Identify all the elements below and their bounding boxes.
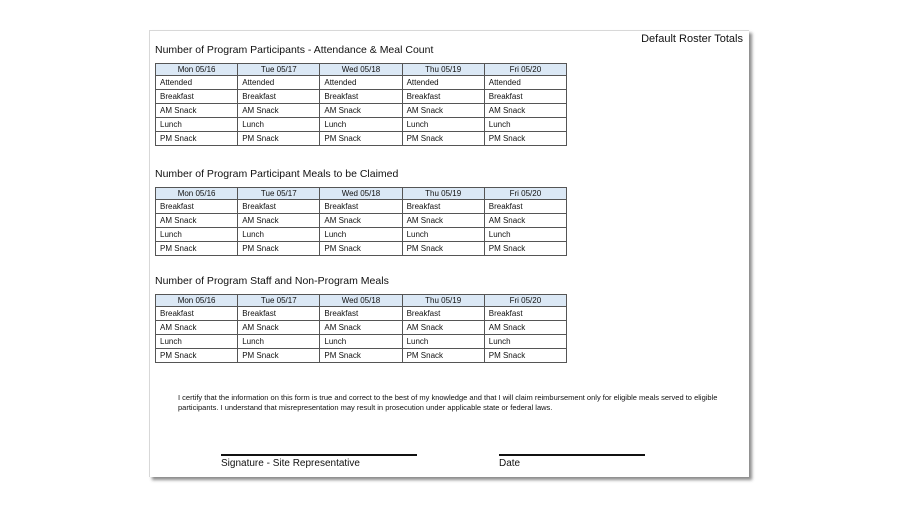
table-cell: AM Snack (238, 104, 320, 118)
claimed-meals-section (155, 168, 567, 256)
table-cell: PM Snack (402, 242, 484, 256)
table-cell: AM Snack (402, 321, 484, 335)
table-row (156, 132, 567, 146)
table-cell: Lunch (484, 228, 566, 242)
table-cell: Breakfast (156, 200, 238, 214)
table-row (156, 335, 567, 349)
table-row (156, 214, 567, 228)
table-row (156, 307, 567, 321)
table-cell: Lunch (238, 335, 320, 349)
table-cell: Breakfast (156, 307, 238, 321)
table-cell: Attended (402, 76, 484, 90)
table-cell: Breakfast (484, 200, 566, 214)
table-cell: Breakfast (238, 307, 320, 321)
claimed-meals-table (155, 187, 567, 256)
table-cell: Lunch (238, 118, 320, 132)
table-cell: PM Snack (238, 242, 320, 256)
table-cell: PM Snack (238, 132, 320, 146)
column-header: Wed 05/18 (320, 64, 402, 76)
column-header: Thu 05/19 (402, 64, 484, 76)
table-cell: PM Snack (238, 349, 320, 363)
attendance-section-title: Number of Program Participants - Attendance & Meal Count (155, 44, 434, 56)
table-cell: Lunch (156, 228, 238, 242)
table-cell: PM Snack (320, 242, 402, 256)
column-header: Tue 05/17 (238, 295, 320, 307)
column-header: Wed 05/18 (320, 295, 402, 307)
table-row (156, 76, 567, 90)
table-cell: Lunch (402, 335, 484, 349)
roster-page (149, 30, 749, 477)
table-cell: AM Snack (484, 104, 566, 118)
staff-meals-section-title: Number of Program Staff and Non-Program Meals (155, 275, 389, 287)
column-header: Fri 05/20 (484, 64, 566, 76)
table-cell: Lunch (320, 118, 402, 132)
table-cell: AM Snack (156, 104, 238, 118)
site-representative-signature-label: Signature - Site Representative (221, 458, 360, 469)
table-cell: Lunch (402, 118, 484, 132)
table-cell: AM Snack (484, 214, 566, 228)
table-cell: Breakfast (484, 90, 566, 104)
table-cell: AM Snack (484, 321, 566, 335)
table-cell: AM Snack (238, 214, 320, 228)
table-cell: Breakfast (320, 200, 402, 214)
table-cell: Attended (320, 76, 402, 90)
date-line (499, 454, 645, 456)
column-header: Mon 05/16 (156, 64, 238, 76)
table-cell: AM Snack (402, 104, 484, 118)
table-cell: Breakfast (238, 200, 320, 214)
certification-statement: I certify that the information on this form is true and correct to the best of my knowledge and that I will claim reimbursement only for eligible meals served to eligible participants. I understand that misrepresentation may result in prosecution under applicable state or federal laws. (178, 393, 718, 412)
table-cell: PM Snack (320, 132, 402, 146)
table-row (156, 200, 567, 214)
table-cell: PM Snack (402, 349, 484, 363)
column-header: Thu 05/19 (402, 188, 484, 200)
table-cell: Lunch (484, 335, 566, 349)
table-row (156, 90, 567, 104)
table-cell: AM Snack (156, 321, 238, 335)
staff-meals-section (155, 275, 567, 363)
column-header: Wed 05/18 (320, 188, 402, 200)
column-header: Mon 05/16 (156, 295, 238, 307)
table-cell: AM Snack (156, 214, 238, 228)
table-cell: Breakfast (402, 200, 484, 214)
table-cell: PM Snack (156, 132, 238, 146)
table-cell: AM Snack (320, 104, 402, 118)
table-cell: Lunch (156, 118, 238, 132)
table-cell: Breakfast (320, 307, 402, 321)
table-cell: Attended (484, 76, 566, 90)
table-cell: Lunch (320, 335, 402, 349)
table-row (156, 321, 567, 335)
site-representative-signature-line (221, 454, 417, 456)
table-cell: PM Snack (156, 242, 238, 256)
table-cell: AM Snack (320, 214, 402, 228)
table-cell: Breakfast (156, 90, 238, 104)
table-cell: PM Snack (156, 349, 238, 363)
report-title: Default Roster Totals (641, 33, 743, 45)
attendance-section (155, 44, 567, 146)
table-cell: PM Snack (402, 132, 484, 146)
table-row (156, 349, 567, 363)
table-cell: Breakfast (484, 307, 566, 321)
table-cell: Breakfast (238, 90, 320, 104)
table-header-row (156, 64, 567, 76)
table-cell: Lunch (484, 118, 566, 132)
table-row (156, 118, 567, 132)
column-header: Tue 05/17 (238, 64, 320, 76)
table-cell: AM Snack (402, 214, 484, 228)
table-cell: Lunch (320, 228, 402, 242)
column-header: Fri 05/20 (484, 188, 566, 200)
table-header-row (156, 188, 567, 200)
date-label: Date (499, 458, 521, 469)
table-cell: PM Snack (484, 132, 566, 146)
table-cell: Lunch (156, 335, 238, 349)
table-cell: Attended (238, 76, 320, 90)
table-row (156, 242, 567, 256)
table-cell: Lunch (402, 228, 484, 242)
attendance-table (155, 63, 567, 146)
table-cell: Lunch (238, 228, 320, 242)
staff-meals-table (155, 294, 567, 363)
table-cell: Breakfast (320, 90, 402, 104)
table-row (156, 104, 567, 118)
column-header: Tue 05/17 (238, 188, 320, 200)
column-header: Thu 05/19 (402, 295, 484, 307)
table-cell: PM Snack (484, 349, 566, 363)
table-cell: AM Snack (238, 321, 320, 335)
table-cell: AM Snack (320, 321, 402, 335)
table-cell: Breakfast (402, 307, 484, 321)
table-cell: PM Snack (320, 349, 402, 363)
claimed-meals-section-title: Number of Program Participant Meals to be Claimed (155, 168, 399, 180)
table-cell: Breakfast (402, 90, 484, 104)
column-header: Fri 05/20 (484, 295, 566, 307)
column-header: Mon 05/16 (156, 188, 238, 200)
table-header-row (156, 295, 567, 307)
table-row (156, 228, 567, 242)
table-cell: PM Snack (484, 242, 566, 256)
table-cell: Attended (156, 76, 238, 90)
